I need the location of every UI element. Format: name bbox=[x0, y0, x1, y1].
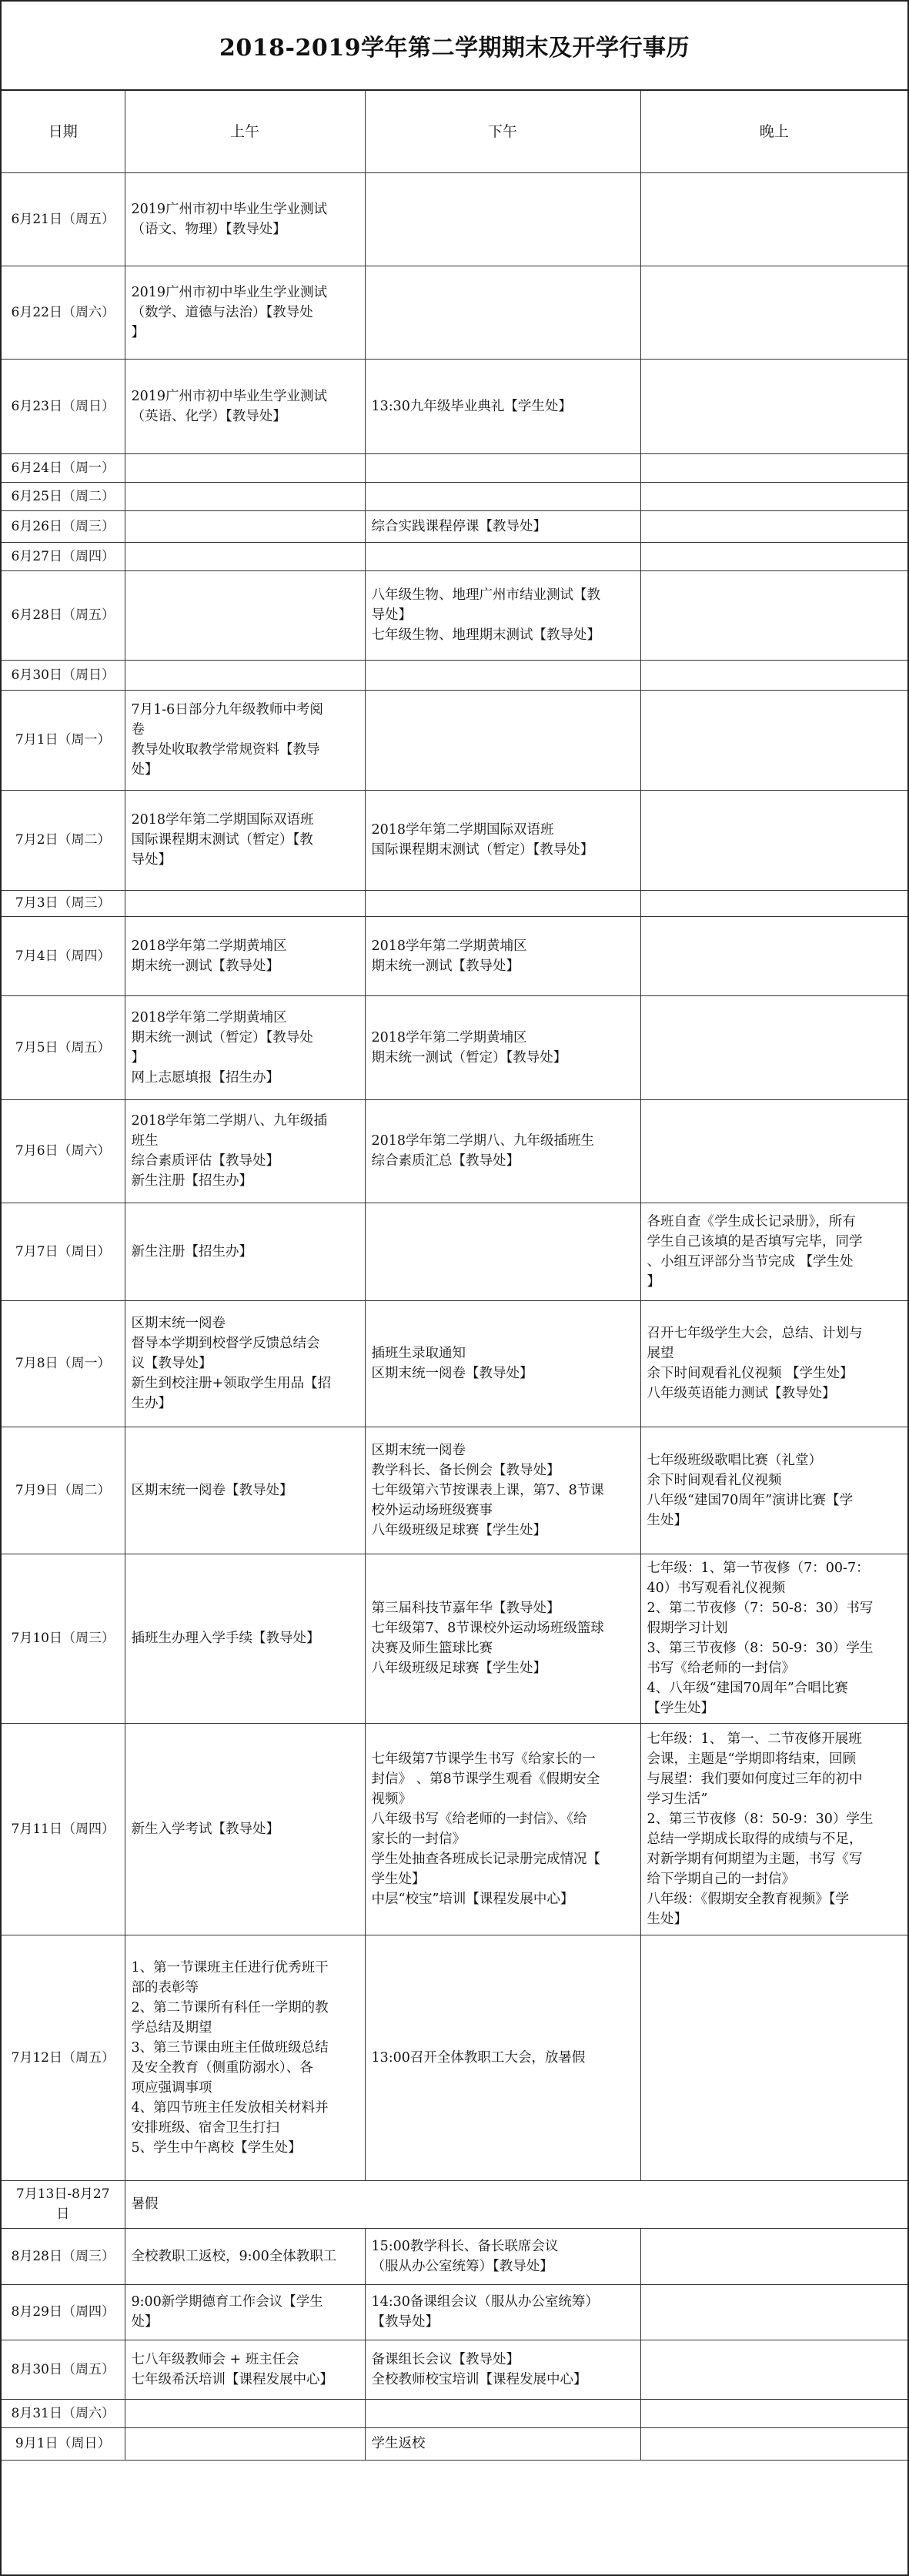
afternoon-cell: 备课组长会议【教导处】 全校教师校宝培训【课程发展中心】 bbox=[365, 2340, 640, 2399]
evening-cell bbox=[640, 1099, 907, 1203]
afternoon-cell: 八年级生物、地理广州市结业测试【教 导处】 七年级生物、地理期末测试【教导处】 bbox=[365, 570, 640, 660]
afternoon-cell bbox=[365, 660, 640, 690]
date-cell: 8月30日（周五） bbox=[2, 2340, 125, 2399]
evening-cell: 召开七年级学生大会，总结、计划与 展望 余下时间观看礼仪视频 【学生处】 八年级英语能力测试【教导处】 bbox=[640, 1300, 907, 1427]
date-cell: 7月5日（周五） bbox=[2, 995, 125, 1099]
morning-cell: 全校教职工返校，9:00全体教职工 bbox=[125, 2228, 365, 2284]
date-cell: 7月13日-8月27日 bbox=[2, 2180, 125, 2228]
morning-cell: 插班生办理入学手续【教导处】 bbox=[125, 1554, 365, 1723]
afternoon-cell: 13:30九年级毕业典礼【学生处】 bbox=[365, 359, 640, 453]
holiday-row bbox=[2, 2180, 907, 2228]
table-row bbox=[2, 2427, 907, 2460]
date-cell: 7月3日（周三） bbox=[2, 890, 125, 916]
table-row bbox=[2, 1427, 907, 1554]
evening-cell bbox=[640, 690, 907, 790]
afternoon-cell: 七年级第7节课学生书写《给家长的一 封信》 、第8节课学生观看《假期安全 视频》 八年级书写《给老师的一封信》、《给 家长的一封信》 学生处抽查各班成长记录册完成情况【 学生处】 中层“校宝”培训【课程发展中心】 bbox=[365, 1723, 640, 1935]
morning-cell: 2018学年第二学期八、九年级插 班生 综合素质评估【教导处】 新生注册【招生办】 bbox=[125, 1099, 365, 1203]
evening-cell: 各班自查《学生成长记录册》，所有 学生自己该填的是否填写完毕，同学 、小组互评部分当节完成 【学生处 】 bbox=[640, 1203, 907, 1300]
afternoon-cell: 13:00召开全体教职工大会，放暑假 bbox=[365, 1935, 640, 2180]
header-evening: 晚上 bbox=[640, 91, 907, 172]
table-row bbox=[2, 1935, 907, 2180]
evening-cell bbox=[640, 2284, 907, 2340]
date-cell: 8月28日（周三） bbox=[2, 2228, 125, 2284]
table-row bbox=[2, 359, 907, 453]
table-row bbox=[2, 890, 907, 916]
morning-cell: 2019广州市初中毕业生学业测试 （语文、物理）【教导处】 bbox=[125, 172, 365, 266]
afternoon-cell bbox=[365, 890, 640, 916]
page-title: 2018-2019学年第二学期期末及开学行事历 bbox=[2, 2, 907, 91]
table-row bbox=[2, 2340, 907, 2399]
date-cell: 6月27日（周四） bbox=[2, 542, 125, 570]
evening-cell bbox=[640, 2228, 907, 2284]
afternoon-cell bbox=[365, 172, 640, 266]
table-row bbox=[2, 1723, 907, 1935]
evening-cell bbox=[640, 482, 907, 510]
morning-cell bbox=[125, 570, 365, 660]
morning-cell bbox=[125, 510, 365, 542]
date-cell: 6月24日（周一） bbox=[2, 453, 125, 482]
morning-cell bbox=[125, 542, 365, 570]
date-cell: 7月8日（周一） bbox=[2, 1300, 125, 1427]
table-row bbox=[2, 266, 907, 359]
header-morning: 上午 bbox=[125, 91, 365, 172]
table-row bbox=[2, 660, 907, 690]
date-cell: 6月23日（周日） bbox=[2, 359, 125, 453]
header-afternoon: 下午 bbox=[365, 91, 640, 172]
afternoon-cell: 2018学年第二学期国际双语班 国际课程期末测试（暂定）【教导处】 bbox=[365, 790, 640, 890]
date-cell: 6月25日（周二） bbox=[2, 482, 125, 510]
morning-cell: 新生注册【招生办】 bbox=[125, 1203, 365, 1300]
afternoon-cell bbox=[365, 690, 640, 790]
afternoon-cell: 2018学年第二学期黄埔区 期末统一测试【教导处】 bbox=[365, 916, 640, 995]
morning-cell: 2018学年第二学期黄埔区 期末统一测试（暂定）【教导处 】 网上志愿填报【招生办】 bbox=[125, 995, 365, 1099]
table-row bbox=[2, 510, 907, 542]
evening-cell bbox=[640, 172, 907, 266]
morning-cell: 9:00新学期德育工作会议【学生 处】 bbox=[125, 2284, 365, 2340]
afternoon-cell: 14:30备课组会议（服从办公室统筹） 【教导处】 bbox=[365, 2284, 640, 2340]
morning-cell: 区期末统一阅卷【教导处】 bbox=[125, 1427, 365, 1554]
evening-cell: 七年级：1、 第一、二节夜修开展班 会课，主题是“学期即将结束，回顾 与展望：我们要如何度过三年的初中 学习生活” 2、第三节夜修（8：50-9：30）学生 总结一学期成长取得的成绩与不足， 对新学期有何期望为主题，书写《写 给下学期自己的一封信》 八年级：《假期安全教育视频》【学 生处】 bbox=[640, 1723, 907, 1935]
evening-cell bbox=[640, 2427, 907, 2460]
afternoon-cell: 15:00教学科长、备长联席会议 （服从办公室统筹）【教导处】 bbox=[365, 2228, 640, 2284]
date-cell: 9月1日（周日） bbox=[2, 2427, 125, 2460]
table-row bbox=[2, 1554, 907, 1723]
morning-cell bbox=[125, 890, 365, 916]
date-cell: 7月12日（周五） bbox=[2, 1935, 125, 2180]
afternoon-cell bbox=[365, 542, 640, 570]
table-row bbox=[2, 2399, 907, 2427]
evening-cell bbox=[640, 453, 907, 482]
evening-cell bbox=[640, 570, 907, 660]
morning-cell: 新生入学考试【教导处】 bbox=[125, 1723, 365, 1935]
afternoon-cell: 区期末统一阅卷 教学科长、备长例会【教导处】 七年级第六节按课表上课，第7、8节课 校外运动场班级赛事 八年级班级足球赛【学生处】 bbox=[365, 1427, 640, 1554]
date-cell: 6月28日（周五） bbox=[2, 570, 125, 660]
afternoon-cell: 插班生录取通知 区期末统一阅卷【教导处】 bbox=[365, 1300, 640, 1427]
date-cell: 6月21日（周五） bbox=[2, 172, 125, 266]
date-cell: 7月2日（周二） bbox=[2, 790, 125, 890]
morning-cell: 1、第一节课班主任进行优秀班干 部的表彰等 2、第二节课所有科任一学期的教 学总结及期望 3、第三节课由班主任做班级总结 及安全教育（侧重防溺水）、各 项应强调事项 4、第四节班主任发放相关材料并 安排班级、宿舍卫生打扫 5、学生中午离校【学生处】 bbox=[125, 1935, 365, 2180]
morning-cell bbox=[125, 2427, 365, 2460]
morning-cell: 2018学年第二学期国际双语班 国际课程期末测试（暂定）【教 导处】 bbox=[125, 790, 365, 890]
date-cell: 6月30日（周日） bbox=[2, 660, 125, 690]
afternoon-cell: 综合实践课程停课【教导处】 bbox=[365, 510, 640, 542]
evening-cell bbox=[640, 916, 907, 995]
evening-cell: 七年级班级歌唱比赛（礼堂） 余下时间观看礼仪视频 八年级“建国70周年”演讲比赛【学 生处】 bbox=[640, 1427, 907, 1554]
evening-cell bbox=[640, 660, 907, 690]
morning-cell bbox=[125, 660, 365, 690]
evening-cell bbox=[640, 1935, 907, 2180]
schedule-table bbox=[2, 91, 907, 2461]
morning-cell: 7月1-6日部分九年级教师中考阅 卷 教导处收取教学常规资料【教导 处】 bbox=[125, 690, 365, 790]
date-cell: 7月10日（周三） bbox=[2, 1554, 125, 1723]
date-cell: 8月29日（周四） bbox=[2, 2284, 125, 2340]
table-row bbox=[2, 2284, 907, 2340]
evening-cell: 七年级：1、第一节夜修（7：00-7： 40）书写观看礼仪视频 2、第二节夜修（7：50-8：30）书写 假期学习计划 3、第三节夜修（8：50-9：30）学生 书写《给老师的一封信》 4、八年级“建国70周年”合唱比赛 【学生处】 bbox=[640, 1554, 907, 1723]
header-date: 日期 bbox=[2, 91, 125, 172]
evening-cell bbox=[640, 890, 907, 916]
evening-cell bbox=[640, 2399, 907, 2427]
date-cell: 7月11日（周四） bbox=[2, 1723, 125, 1935]
table-row bbox=[2, 995, 907, 1099]
evening-cell bbox=[640, 995, 907, 1099]
afternoon-cell: 第三届科技节嘉年华【教导处】 七年级第7、8节课校外运动场班级篮球 决赛及师生篮球比赛 八年级班级足球赛【学生处】 bbox=[365, 1554, 640, 1723]
afternoon-cell bbox=[365, 1203, 640, 1300]
date-cell: 7月1日（周一） bbox=[2, 690, 125, 790]
date-cell: 8月31日（周六） bbox=[2, 2399, 125, 2427]
afternoon-cell bbox=[365, 482, 640, 510]
table-row bbox=[2, 2228, 907, 2284]
header-row bbox=[2, 91, 907, 172]
table-row bbox=[2, 482, 907, 510]
evening-cell bbox=[640, 542, 907, 570]
evening-cell bbox=[640, 790, 907, 890]
afternoon-cell bbox=[365, 2399, 640, 2427]
morning-cell bbox=[125, 482, 365, 510]
evening-cell bbox=[640, 510, 907, 542]
morning-cell: 2018学年第二学期黄埔区 期末统一测试【教导处】 bbox=[125, 916, 365, 995]
morning-cell bbox=[125, 2399, 365, 2427]
table-row bbox=[2, 1099, 907, 1203]
holiday-cell: 暑假 bbox=[125, 2180, 907, 2228]
afternoon-cell: 2018学年第二学期黄埔区 期末统一测试（暂定）【教导处】 bbox=[365, 995, 640, 1099]
morning-cell: 区期末统一阅卷 督导本学期到校督学反馈总结会 议【教导处】 新生到校注册+领取学生用品【招 生办】 bbox=[125, 1300, 365, 1427]
table-row bbox=[2, 1300, 907, 1427]
date-cell: 7月4日（周四） bbox=[2, 916, 125, 995]
evening-cell bbox=[640, 359, 907, 453]
evening-cell bbox=[640, 2340, 907, 2399]
morning-cell: 2019广州市初中毕业生学业测试 （英语、化学）【教导处】 bbox=[125, 359, 365, 453]
table-row bbox=[2, 570, 907, 660]
date-cell: 7月9日（周二） bbox=[2, 1427, 125, 1554]
afternoon-cell: 学生返校 bbox=[365, 2427, 640, 2460]
morning-cell: 2019广州市初中毕业生学业测试 （数学、道德与法治）【教导处 】 bbox=[125, 266, 365, 359]
date-cell: 6月22日（周六） bbox=[2, 266, 125, 359]
table-row bbox=[2, 690, 907, 790]
table-row bbox=[2, 172, 907, 266]
evening-cell bbox=[640, 266, 907, 359]
table-row bbox=[2, 1203, 907, 1300]
date-cell: 7月6日（周六） bbox=[2, 1099, 125, 1203]
table-row bbox=[2, 790, 907, 890]
morning-cell: 七八年级教师会 + 班主任会 七年级希沃培训【课程发展中心】 bbox=[125, 2340, 365, 2399]
afternoon-cell: 2018学年第二学期八、九年级插班生 综合素质汇总【教导处】 bbox=[365, 1099, 640, 1203]
table-row bbox=[2, 542, 907, 570]
morning-cell bbox=[125, 453, 365, 482]
table-row bbox=[2, 453, 907, 482]
table-row bbox=[2, 916, 907, 995]
afternoon-cell bbox=[365, 266, 640, 359]
date-cell: 6月26日（周三） bbox=[2, 510, 125, 542]
afternoon-cell bbox=[365, 453, 640, 482]
date-cell: 7月7日（周日） bbox=[2, 1203, 125, 1300]
